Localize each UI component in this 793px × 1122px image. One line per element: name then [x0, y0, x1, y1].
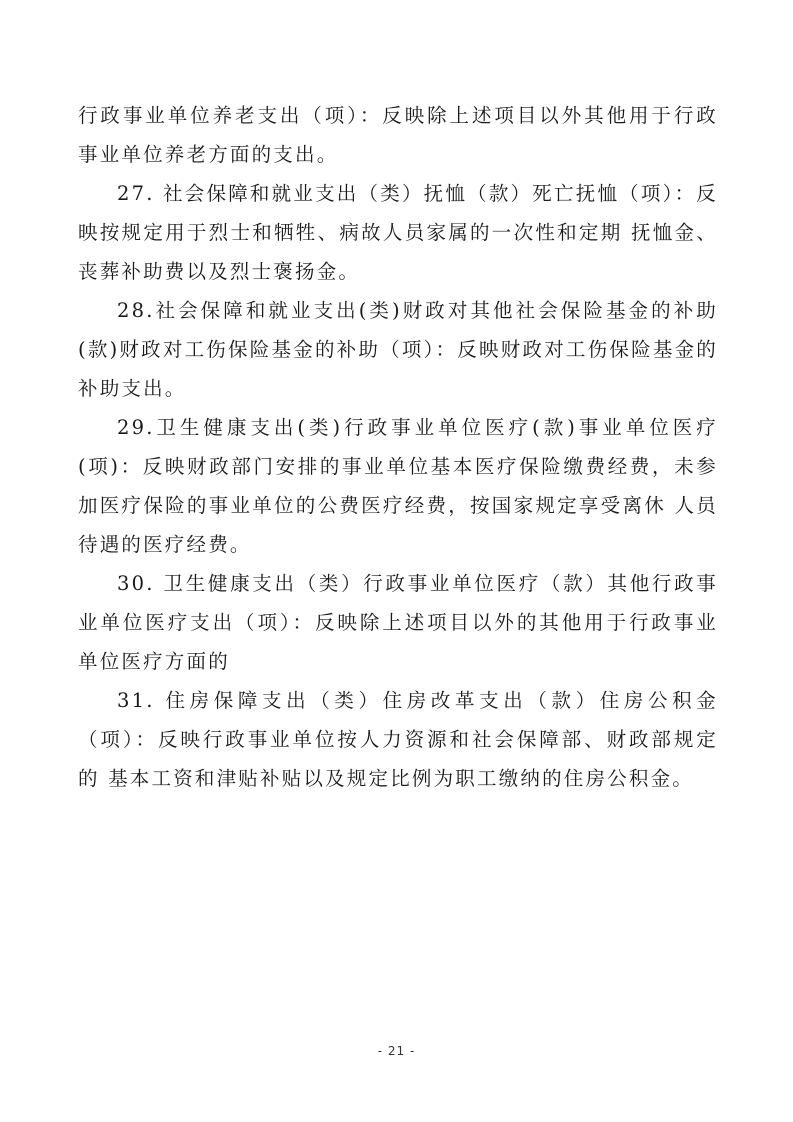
paragraph-continuation: 行政事业单位养老支出（项）：反映除上述项目以外其他用于行政事业单位养老方面的支出。 [78, 104, 718, 166]
paragraph-item-31: 31. 住房保障支出（类）住房改革支出（款）住房公积金（项）：反映行政事业单位按人力资源和社会保障部、财政部规定的 基本工资和津贴补贴以及规定比例为职工缴纳的住房公积金。 [78, 689, 718, 790]
paragraph-item-30: 30. 卫生健康支出（类）行政事业单位医疗（款）其他行政事业单位医疗支出（项）：反映除上述项目以外的其他用于行政事业单位医疗方面的 [78, 572, 718, 673]
paragraph-item-28: 28.社会保障和就业支出(类)财政对其他社会保险基金的补助(款)财政对工伤保险基金的补助（项）：反映财政对工伤保险基金的补助支出。 [78, 299, 718, 400]
page-number: - 21 - [377, 1044, 416, 1058]
document-body [78, 96, 718, 798]
paragraph-item-27: 27. 社会保障和就业支出（类）抚恤（款）死亡抚恤（项）：反映按规定用于烈士和牺牲、病故人员家属的一次性和定期 抚恤金、丧葬补助费以及烈士褒扬金。 [78, 182, 718, 283]
paragraph-item-29: 29.卫生健康支出(类)行政事业单位医疗(款)事业单位医疗(项)：反映财政部门安排的事业单位基本医疗保险缴费经费，未参 加医疗保险的事业单位的公费医疗经费，按国家规定享受离休 人员待遇的医疗经费。 [78, 416, 718, 556]
